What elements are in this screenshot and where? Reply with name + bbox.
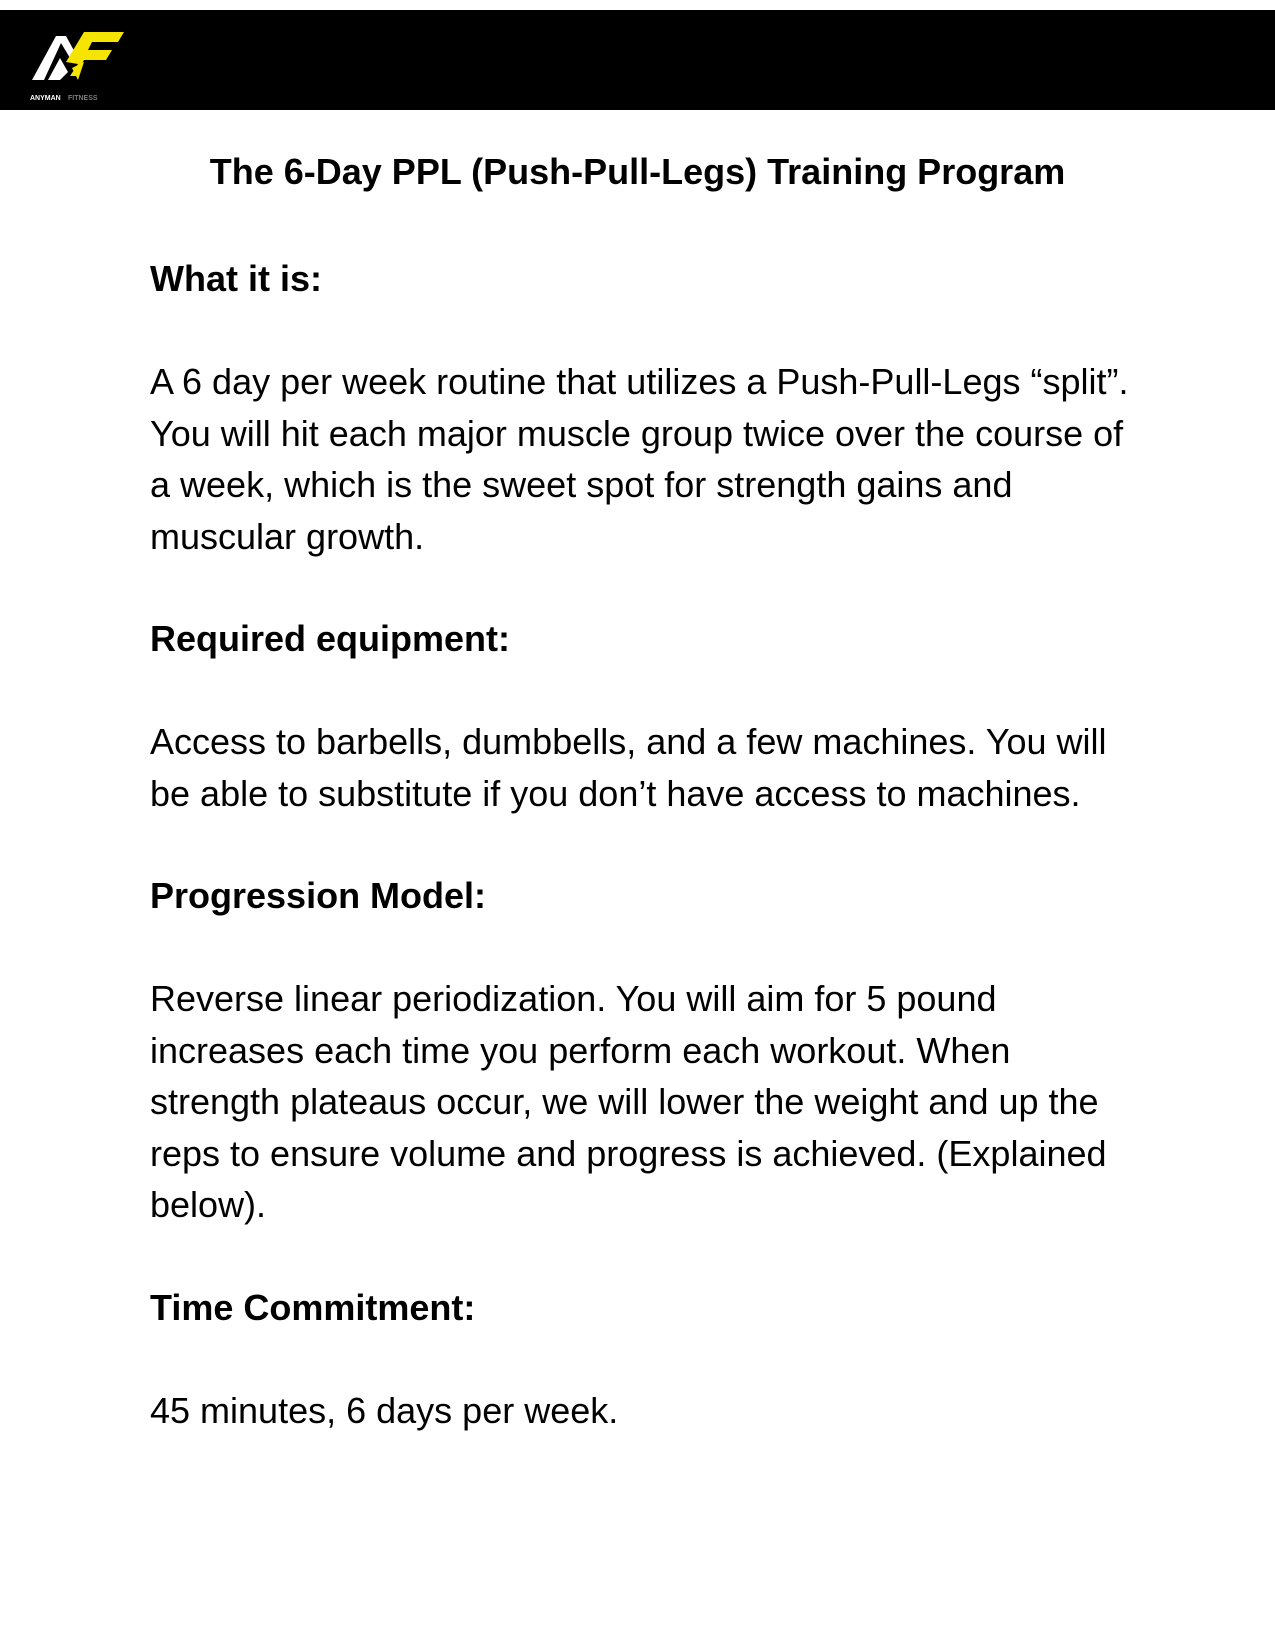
section-body-what-it-is: A 6 day per week routine that utilizes a Push-Pull-Legs “split”. You will hit each major muscle group twice over the course of a week, which is the sweet spot for strength gains and muscular growth.: [150, 361, 1129, 557]
section-body-time-commitment: 45 minutes, 6 days per week.: [150, 1389, 619, 1431]
logo-text-secondary: FITNESS: [68, 95, 98, 102]
document-title: The 6-Day PPL (Push-Pull-Legs) Training Program: [209, 151, 1066, 192]
section-body-progression-model: Reverse linear periodization. You will aim for 5 pound increases each time you perform each workout. When strength plateaus occur, we will lower the weight and up the reps to ensure volume and progress is achieved. (Explained below).: [150, 978, 1107, 1225]
anymanfitness-logo-icon: [26, 28, 138, 106]
document-content: [150, 253, 1130, 1436]
section-heading-time-commitment: Time Commitment:: [150, 1286, 476, 1328]
section-heading-progression-model: Progression Model:: [150, 875, 487, 916]
section-body-required-equipment: Access to barbells, dumbbells, and a few machines. You will be able to substitute if you don’t have access to machines.: [150, 721, 1107, 814]
logo-text-primary: ANYMAN: [30, 95, 61, 102]
section-heading-what-it-is: What it is:: [150, 258, 322, 299]
section-heading-required-equipment: Required equipment:: [150, 618, 511, 659]
header-bar: [0, 10, 1275, 110]
